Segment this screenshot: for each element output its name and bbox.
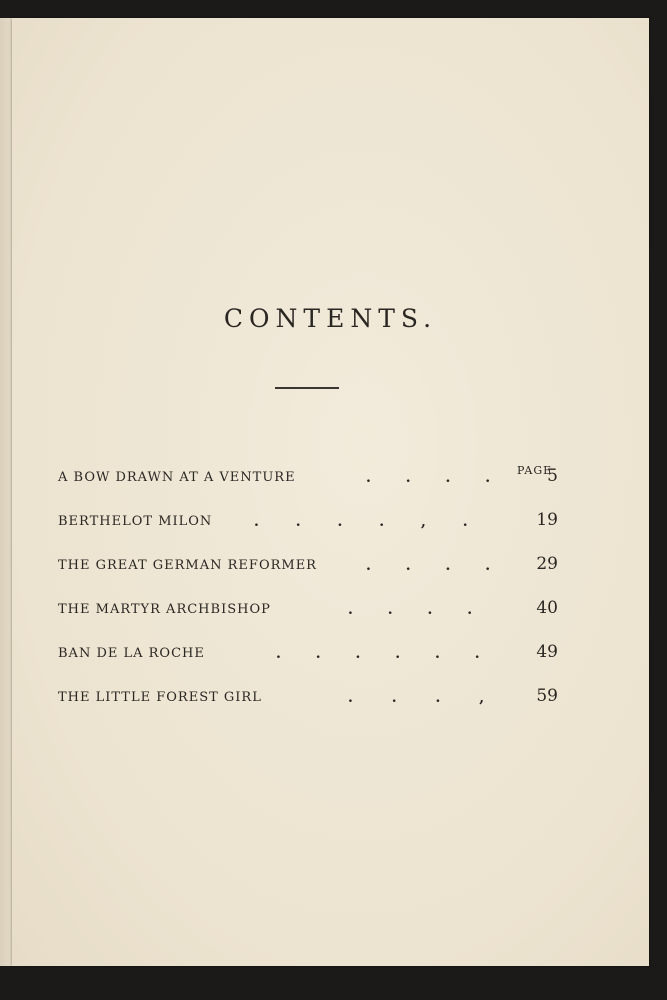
toc-entry-leader: . . . . [366,558,491,574]
contents-heading: CONTENTS. [223,304,438,333]
toc-entry-page: 5 [547,466,558,486]
toc-entry [58,598,558,626]
toc-entry-title: BAN DE LA ROCHE [58,646,205,661]
toc-entry [58,642,558,670]
toc-entry [58,554,558,582]
toc-entry [58,466,558,494]
toc-entry-leader: . . . . [366,470,491,486]
toc-entry-leader: . . . . , . [254,514,468,530]
toc-entry-page: 49 [536,642,558,662]
toc-entry-leader: . . . . [348,602,473,618]
page-column-label: PAGE [517,464,553,477]
toc-entry-leader: . . . , [348,690,485,706]
heading-rule [275,387,339,389]
toc-entry [58,510,558,538]
toc-entry-page: 59 [536,686,558,706]
toc-entry-title: THE MARTYR ARCHBISHOP [58,602,271,617]
toc-entry-title: THE LITTLE FOREST GIRL [58,690,262,705]
toc-entry-leader: . . . . . . [276,646,480,662]
toc-entry-title: BERTHELOT MILON [58,514,213,529]
toc-entry-title: A BOW DRAWN AT A VENTURE [58,470,296,485]
toc-entry-page: 40 [536,598,558,618]
toc-entry [58,686,558,714]
toc-entry-page: 19 [536,510,558,530]
toc-entry-page: 29 [536,554,558,574]
book-page [12,18,649,966]
toc-entry-title: THE GREAT GERMAN REFORMER [58,558,317,573]
